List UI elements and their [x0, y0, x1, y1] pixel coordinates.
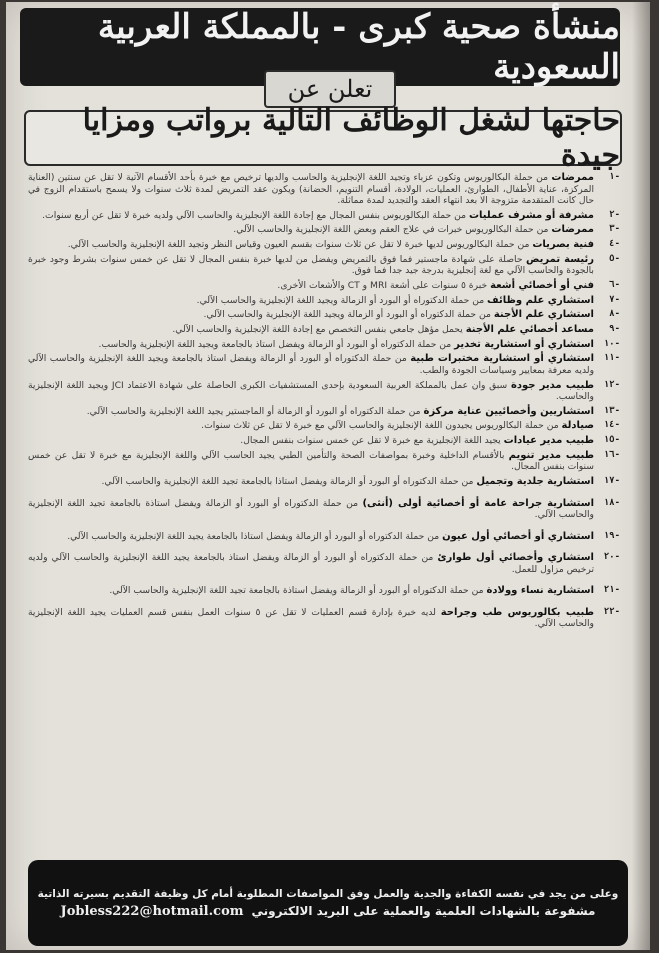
job-description: من حملة الدكتوراه أو البورد أو الزمالة ويفضل استاذ بالجامعة ويجيد اللغة الإنجليزية والحاسب.: [98, 338, 452, 350]
email-row: [28, 904, 628, 919]
job-title: استشاري علم وظائف: [487, 294, 594, 306]
job-title: فنية بصريات: [532, 239, 594, 251]
job-title: فني أو أخصائي أشعة: [490, 279, 594, 291]
job-description: من حملة الدكتوراه أو البورد أو الزمالة ويفضل استاذا بالجامعة يجيد اللغة الإنجليزية والحاسب الآلي.: [67, 530, 440, 542]
job-description: من حملة الدكتوراه أو البورد أو الزمالة ويجيد اللغة الإنجليزية والحاسب الآلي.: [196, 294, 485, 306]
job-number: -١٠: [603, 338, 620, 349]
job-item: [28, 531, 620, 543]
job-item: [28, 420, 620, 432]
job-title: مساعد أخصائي علم الأجنة: [465, 324, 594, 335]
job-number: -٨: [609, 309, 620, 320]
job-item: [28, 324, 620, 336]
job-number: -٧: [609, 294, 620, 305]
job-number: -٦: [609, 279, 620, 290]
job-item: [28, 406, 620, 418]
jobs-list: [28, 172, 620, 862]
job-title: استشاري وأخصائي أول طوارئ: [437, 552, 594, 563]
job-description: من حملة البكالوريوس خبرات في علاج العقم وبعض اللغة الإنجليزية والحاسب الآلي.: [233, 224, 549, 236]
job-number: -١٤: [603, 420, 620, 431]
job-item: [28, 295, 620, 307]
page-title: منشأة صحية كبرى - بالمملكة العربية السعودية: [97, 7, 620, 87]
job-item: [28, 172, 620, 207]
job-item: [28, 254, 620, 277]
job-title: مشرفة أو مشرف عمليات: [469, 209, 594, 221]
job-item: [28, 339, 620, 351]
job-number: -١٣: [603, 405, 620, 416]
job-title: طبيب بكالوريوس طب وجراحة: [440, 606, 595, 618]
job-number: -١: [609, 172, 620, 182]
job-item: [28, 309, 620, 321]
job-description: من حملة الدكتوراه أو البورد أو الزمالة ويفضل استاذة بالجامعة تجيد اللغة الإنجليزية والحاسب الآلي.: [28, 497, 594, 520]
job-number: -٢٠: [603, 552, 620, 562]
job-title: طبيب مدير جودة: [510, 379, 594, 391]
job-description: من حملة الدكتوراه أو البورد أو الزمالة ويفضل استاذ بالجامعة يجيد اللغة الإنجليزية والحاسب الآلي ولديه ترخيص مزاول للعمل.: [28, 552, 594, 575]
job-number: -١٦: [603, 449, 620, 460]
job-item: [28, 239, 620, 251]
apply-instructions: وعلى من يجد في نفسه الكفاءة والجدية والعمل وفق المواصفات المطلوبة أمام كل وظيفة التقديم بسيرته الذاتية: [37, 887, 619, 900]
job-number: -٣: [609, 224, 620, 235]
job-description: من حملة البكالوريوس بنفس المجال مع إجادة اللغة الإنجليزية والحاسب الآلي ولديه خبرة لا تقل عن أربع سنوات.: [42, 209, 467, 221]
job-description: يحمل مؤهل جامعي بنفس التخصص مع إجادة اللغة الإنجليزية والحاسب الآلي.: [172, 324, 463, 335]
job-description: من حملة الدكتوراه أو البورد أو الزمالة ويجيد اللغة الإنجليزية والحاسب الآلي.: [203, 309, 491, 321]
job-item: [28, 210, 620, 222]
job-description: من حملة الدكتوراه أو البورد أو الزمالة ويفضل استاذا بالجامعة تجيد اللغة الإنجليزية والحاسب الآلي.: [101, 476, 474, 487]
job-item: [28, 280, 620, 292]
job-title: طبيب مدير تنويم: [508, 449, 595, 461]
job-description: بالأقسام الداخلية وخبرة بمواصفات الصحة والتأمين الطبي يجيد الحاسب الآلي واللغة الإنجليزية مع خبرة لا تقل عن خمس سنوات بنفس المجال.: [28, 449, 594, 473]
job-item: [28, 607, 620, 630]
job-title: استشاري أو استشارية تخدير: [454, 338, 594, 350]
job-item: [28, 585, 620, 597]
job-number: -١١: [603, 353, 620, 364]
contact-email[interactable]: Jobless222@hotmail.com: [60, 903, 244, 919]
job-number: -٥: [609, 253, 620, 264]
job-number: -٢١: [603, 585, 620, 595]
job-item: [28, 450, 620, 473]
job-description: سبق وان عمل بالمملكة العربية السعودية بإحدى المستشفيات الكبرى الحاصلة على شهادة الاعتماد JCI ويجيد اللغة الإنجليزية والحاسب.: [28, 379, 594, 403]
headline-box: [24, 103, 622, 173]
job-item: [28, 380, 620, 403]
announces-label: تعلن عن: [287, 75, 373, 103]
email-label: مشفوعة بالشهادات العلمية والعملية على البريد الالكتروني: [251, 903, 596, 918]
job-title: استشاريين وأخصائيين عناية مركزة: [423, 405, 594, 417]
job-item: [28, 552, 620, 575]
job-number: -٢٢: [603, 606, 620, 617]
job-number: -١٥: [603, 435, 620, 446]
page-fold-shadow: [632, 2, 650, 950]
job-title: استشاري أو أخصائي أول عيون: [442, 530, 594, 542]
job-number: -٢: [609, 209, 620, 220]
job-description: من حملة الدكتوراه أو البورد أو الزمالة ويفضل استاذ بالجامعة ويجيد اللغة الإنجليزية والحاسب الآلي ولديه معرفة بمعايير وسياسات الجودة والطب.: [28, 353, 594, 376]
headline: حاجتها لشغل الوظائف التالية برواتب ومزايا جيدة: [82, 103, 620, 173]
job-number: -٩: [609, 324, 620, 334]
job-description: من حملة البكالوريوس يجيدون اللغة الإنجليزية والحاسب الآلي مع خبرة لا تقل عن ثلاث سنوات.: [201, 420, 559, 432]
job-description: من حملة البكالوريوس لديها خبرة لا تقل عن ثلاث سنوات بقسم العيون وقياس النظر وتجيد اللغة الإنجليزية والحاسب الآلي.: [67, 239, 530, 251]
job-description: حاصلة على شهادة ماجستير فما فوق بالتمريض ويفضل من لديها خبرة بنفس المجال لا تقل عن خمس سنوات بشرط وجود خبرة بالجودة والحاسب الآلي مع لغة إنجليزية بدرجة جيد جدا فما فوق.: [28, 253, 594, 277]
job-title: ممرضات: [551, 224, 594, 236]
job-item: [28, 353, 620, 376]
job-item: [28, 435, 620, 447]
job-title: رئيسة تمريض: [526, 253, 594, 265]
job-number: -١٢: [603, 379, 620, 390]
job-description: من حملة البكالوريوس وتكون عزباء وتجيد اللغة الإنجليزية والحاسب والديها ترخيص مع خبرة بأحد الأقسام الآتية لا تقل عن سنتين (العناية المركزة، عناية الأطفال، الطوارئ، العمليات، الولادة، أقسام التنويم، الحضانة) ويكون عقد التمريض لمدة ثلاث سنوات ولا يسمح باستقدام الزوج في حال كانت المتقدمة متزوجة الا بعد انتهاء العقد والتجديد لمدة مماثلة.: [28, 172, 594, 206]
job-description: من حملة الدكتوراه أو البورد أو الزمالة ويفضل استاذة بالجامعة تجيد اللغة الإنجليزية والحاسب الآلي.: [109, 585, 484, 596]
job-title: استشارية جلدية وتجميل: [476, 476, 594, 487]
job-title: استشاري أو استشارية مختبرات طبية: [410, 353, 594, 365]
job-title: طبيب مدير عيادات: [503, 435, 594, 447]
contact-banner: [28, 860, 628, 946]
job-title: استشارية نساء وولادة: [486, 585, 594, 596]
job-title: استشارية جراحة عامة أو أخصائية أولى (أنثى): [362, 497, 595, 509]
job-title: صيادلة: [561, 420, 594, 432]
job-description: يجيد اللغة الإنجليزية مع خبرة لا تقل عن خمس سنوات بنفس المجال.: [240, 435, 501, 447]
job-item: [28, 476, 620, 488]
job-title: ممرضات: [551, 172, 594, 183]
job-description: لديه خبرة بإدارة قسم العمليات لا تقل عن ٥ سنوات العمل بنفس قسم العمليات يجيد اللغة الإنجليزية والحاسب الآلي.: [28, 606, 594, 629]
job-item: [28, 224, 620, 236]
job-title: استشاري علم الأجنة: [493, 309, 594, 321]
newspaper-page: [6, 2, 650, 950]
job-number: -٤: [609, 239, 620, 250]
job-description: خبرة ٥ سنوات على أشعة MRI و CT والأشعات الأخرى.: [277, 279, 488, 291]
job-item: [28, 498, 620, 521]
job-number: -١٧: [603, 476, 620, 486]
job-number: -١٩: [603, 530, 620, 541]
job-number: -١٨: [603, 497, 620, 508]
job-description: من حملة الدكتوراه أو البورد أو الزمالة أو الماجستير يجيد اللغة الإنجليزية والحاسب الآلي.: [86, 405, 421, 417]
